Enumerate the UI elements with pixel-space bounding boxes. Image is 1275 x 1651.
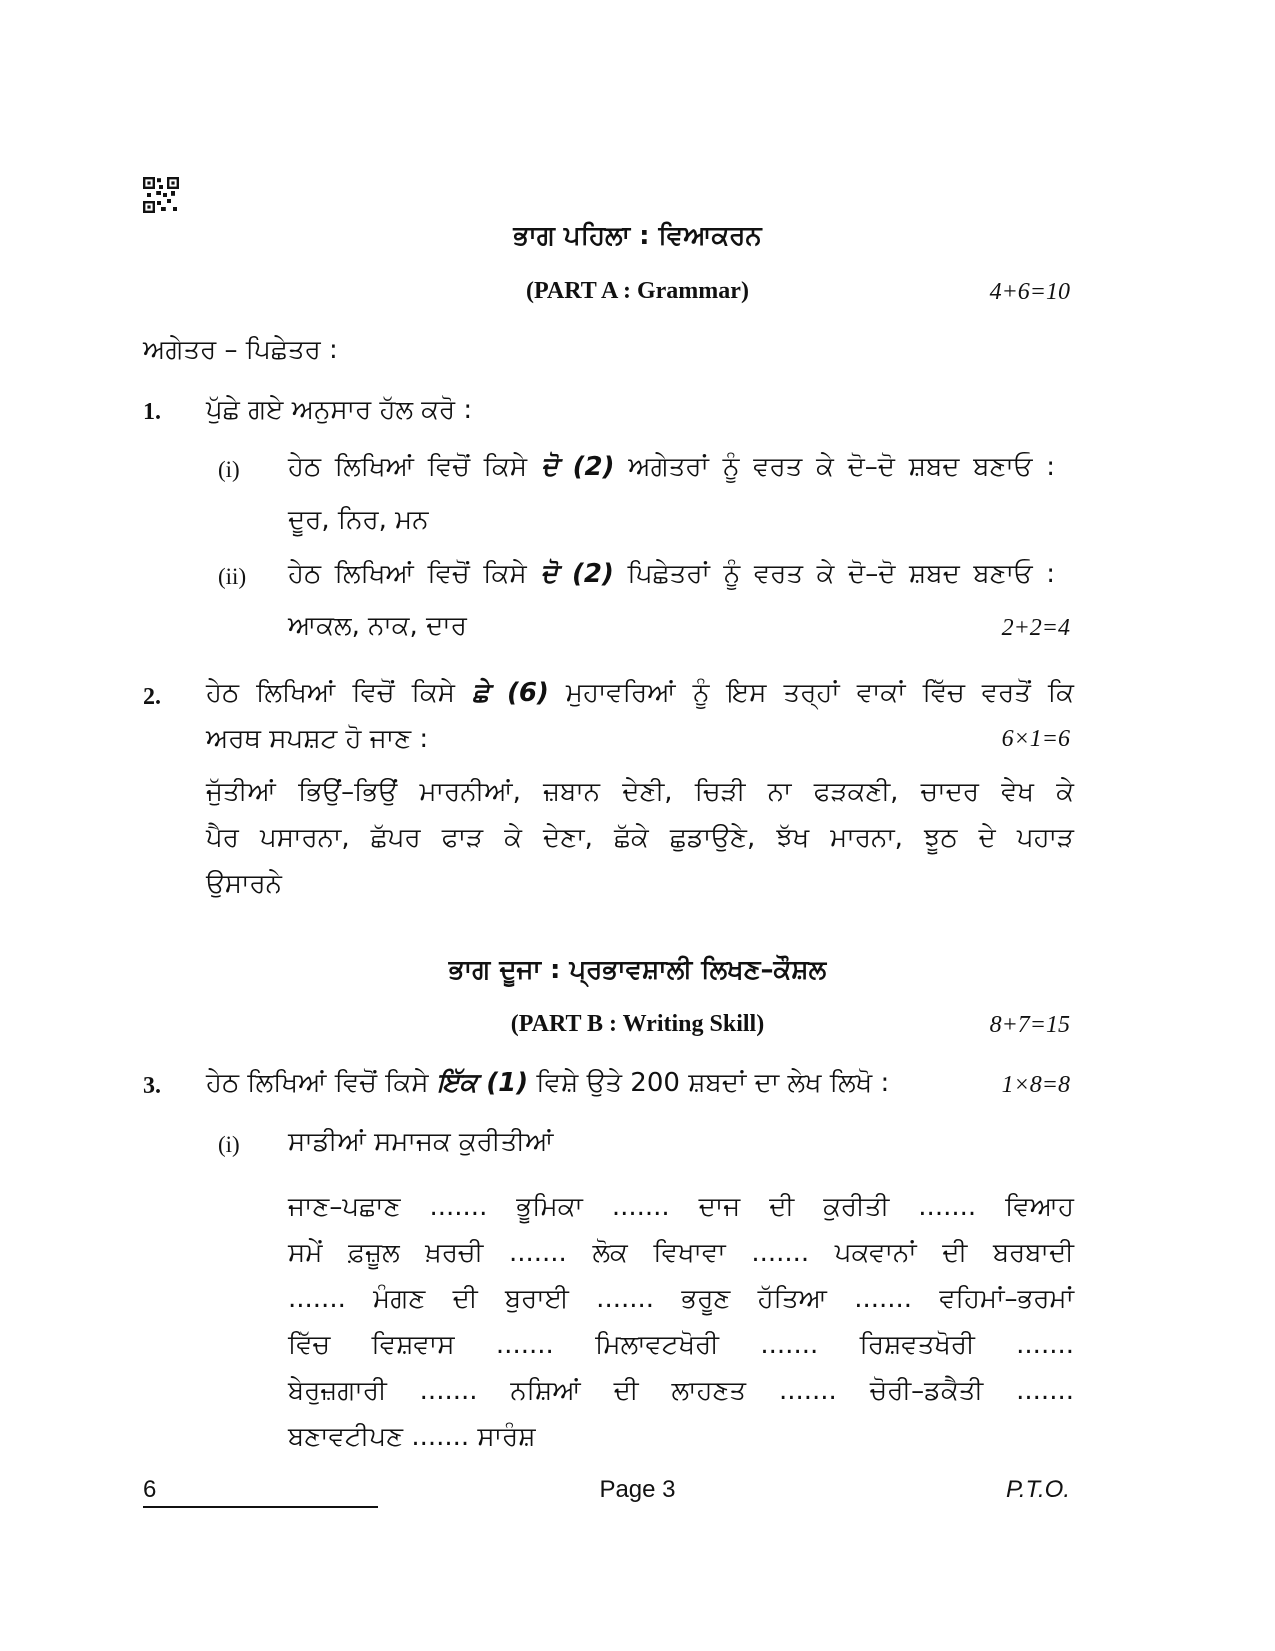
part-b-heading-english: (PART B : Writing Skill) [510, 1011, 765, 1037]
part-b-heading-punjabi: ਭਾਗ ਦੂਜਾ : ਪ੍ਰਭਾਵਸ਼ਾਲੀ ਲਿਖਣ–ਕੌਸ਼ਲ [448, 955, 827, 985]
question-2-instruction-line2: ਅਰਥ ਸਪਸ਼ਟ ਹੋ ਜਾਣ : [206, 724, 429, 754]
question-3-number: 3. [143, 1073, 161, 1099]
instruction-text-pre: ਹੇਠ ਲਿਖਿਆਂ ਵਿਚੋਂ ਕਿਸੇ [206, 678, 455, 708]
question-1-i-words: ਦੂਰ, ਨਿਰ, ਮਨ [288, 505, 429, 535]
question-1-ii-instruction [288, 557, 1055, 591]
essay-outline-line1: ਜਾਣ–ਪਛਾਣ ....... ਭੂਮਿਕਾ ....... ਦਾਜ ਦੀ ਕੁਰੀਤੀ ....... ਵਿਆਹ [288, 1192, 1074, 1222]
question-2-instruction [206, 676, 1074, 710]
part-b-marks: 8+7=15 [989, 1012, 1070, 1038]
question-1-i-number: (i) [218, 457, 240, 482]
question-1-ii-number: (ii) [218, 564, 247, 589]
question-2-idioms-line3: ਉਸਾਰਨੇ [206, 869, 282, 899]
essay-outline-line5: ਬੇਰੁਜ਼ਗਾਰੀ ....... ਨਸ਼ਿਆਂ ਦੀ ਲਾਹਣਤ ....... ਚੋਰੀ–ਡਕੈਤੀ ....... [288, 1376, 1074, 1406]
part-a-heading-punjabi: ਭਾਗ ਪਹਿਲਾ : ਵਿਆਕਰਨ [513, 221, 762, 251]
question-2-idioms-line2: ਪੈਰ ਪਸਾਰਨਾ, ਛੱਪਰ ਫਾੜ ਕੇ ਦੇਣਾ, ਛੱਕੇ ਛੁਡਾਉਣੇ, ਝੱਖ ਮਾਰਨਾ, ਝੂਠ ਦੇ ਪਹਾੜ [206, 823, 1074, 853]
instruction-emphasis: ਦੋ (2) [540, 559, 614, 589]
essay-outline-line6: ਬਣਾਵਟੀਪਣ ....... ਸਾਰੰਸ਼ [288, 1422, 536, 1452]
instruction-text-post: ਮੁਹਾਵਰਿਆਂ ਨੂੰ ਇਸ ਤਰ੍ਹਾਂ ਵਾਕਾਂ ਵਿੱਚ ਵਰਤੋਂ ਕਿ [565, 678, 1075, 708]
footer-code: 6 [143, 1476, 157, 1503]
question-3-i-number: (i) [218, 1132, 240, 1157]
question-2-marks: 6×1=6 [1001, 726, 1070, 752]
instruction-emphasis: ਇੱਕ (1) [436, 1068, 529, 1098]
instruction-text-pre: ਹੇਠ ਲਿਖਿਆਂ ਵਿਚੋਂ ਕਿਸੇ [288, 559, 527, 589]
footer-page-number: Page 3 [599, 1476, 676, 1503]
essay-outline-line2: ਸਮੇਂ ਫ਼ਜ਼ੂਲ ਖ਼ਰਚੀ ....... ਲੋਕ ਵਿਖਾਵਾ ....... ਪਕਵਾਨਾਂ ਦੀ ਬਰਬਾਦੀ [288, 1238, 1074, 1268]
instruction-text-post: ਪਿਛੇਤਰਾਂ ਨੂੰ ਵਰਤ ਕੇ ਦੋ–ਦੋ ਸ਼ਬਦ ਬਣਾਓ : [627, 559, 1056, 589]
question-1-ii-words: ਆਕਲ, ਨਾਕ, ਦਾਰ [288, 611, 467, 641]
essay-outline-line4: ਵਿੱਚ ਵਿਸ਼ਵਾਸ ....... ਮਿਲਾਵਟਖੋਰੀ ....... ਰਿਸ਼ਵਤਖੋਰੀ ....... [288, 1330, 1074, 1360]
question-3-instruction [206, 1066, 889, 1100]
question-1-i-instruction [288, 450, 1055, 484]
instruction-emphasis: ਦੋ (2) [540, 452, 615, 482]
question-3-marks: 1×8=8 [1001, 1072, 1070, 1098]
section-label-prefix-suffix: ਅਗੇਤਰ – ਪਿਛੇਤਰ : [143, 335, 338, 365]
question-2-idioms-line1: ਜੁੱਤੀਆਂ ਭਿਉਂ–ਭਿਉਂ ਮਾਰਨੀਆਂ, ਜ਼ਬਾਨ ਦੇਣੀ, ਚਿੜੀ ਨਾ ਫੜਕਣੀ, ਚਾਦਰ ਵੇਖ ਕੇ [206, 777, 1074, 807]
question-3-i-title: ਸਾਡੀਆਂ ਸਮਾਜਕ ਕੁਰੀਤੀਆਂ [288, 1127, 554, 1157]
instruction-text-post: ਅਗੇਤਰਾਂ ਨੂੰ ਵਰਤ ਕੇ ਦੋ–ਦੋ ਸ਼ਬਦ ਬਣਾਓ : [628, 452, 1055, 482]
part-a-heading-english: (PART A : Grammar) [526, 278, 749, 304]
instruction-text-pre: ਹੇਠ ਲਿਖਿਆਂ ਵਿਚੋਂ ਕਿਸੇ [288, 452, 528, 482]
instruction-emphasis: ਛੇ (6) [472, 678, 549, 708]
instruction-text-pre: ਹੇਠ ਲਿਖਿਆਂ ਵਿਚੋਂ ਕਿਸੇ [206, 1068, 429, 1098]
instruction-text-post: ਵਿਸ਼ੇ ਉਤੇ 200 ਸ਼ਬਦਾਂ ਦਾ ਲੇਖ ਲਿਖੋ : [536, 1068, 890, 1098]
question-2-number: 2. [143, 684, 161, 710]
question-1-number: 1. [143, 399, 161, 425]
footer-rule [143, 1506, 378, 1508]
question-1-ii-marks: 2+2=4 [1001, 615, 1070, 641]
essay-outline-line3: ....... ਮੰਗਣ ਦੀ ਬੁਰਾਈ ....... ਭਰੂਣ ਹੱਤਿਆ ....... ਵਹਿਮਾਂ–ਭਰਮਾਂ [288, 1284, 1074, 1314]
question-1-text: ਪੁੱਛੇ ਗਏ ਅਨੁਸਾਰ ਹੱਲ ਕਰੋ : [206, 395, 473, 425]
part-a-marks: 4+6=10 [989, 279, 1070, 305]
qr-code-icon [143, 177, 179, 213]
footer-pto: P.T.O. [1005, 1476, 1070, 1503]
